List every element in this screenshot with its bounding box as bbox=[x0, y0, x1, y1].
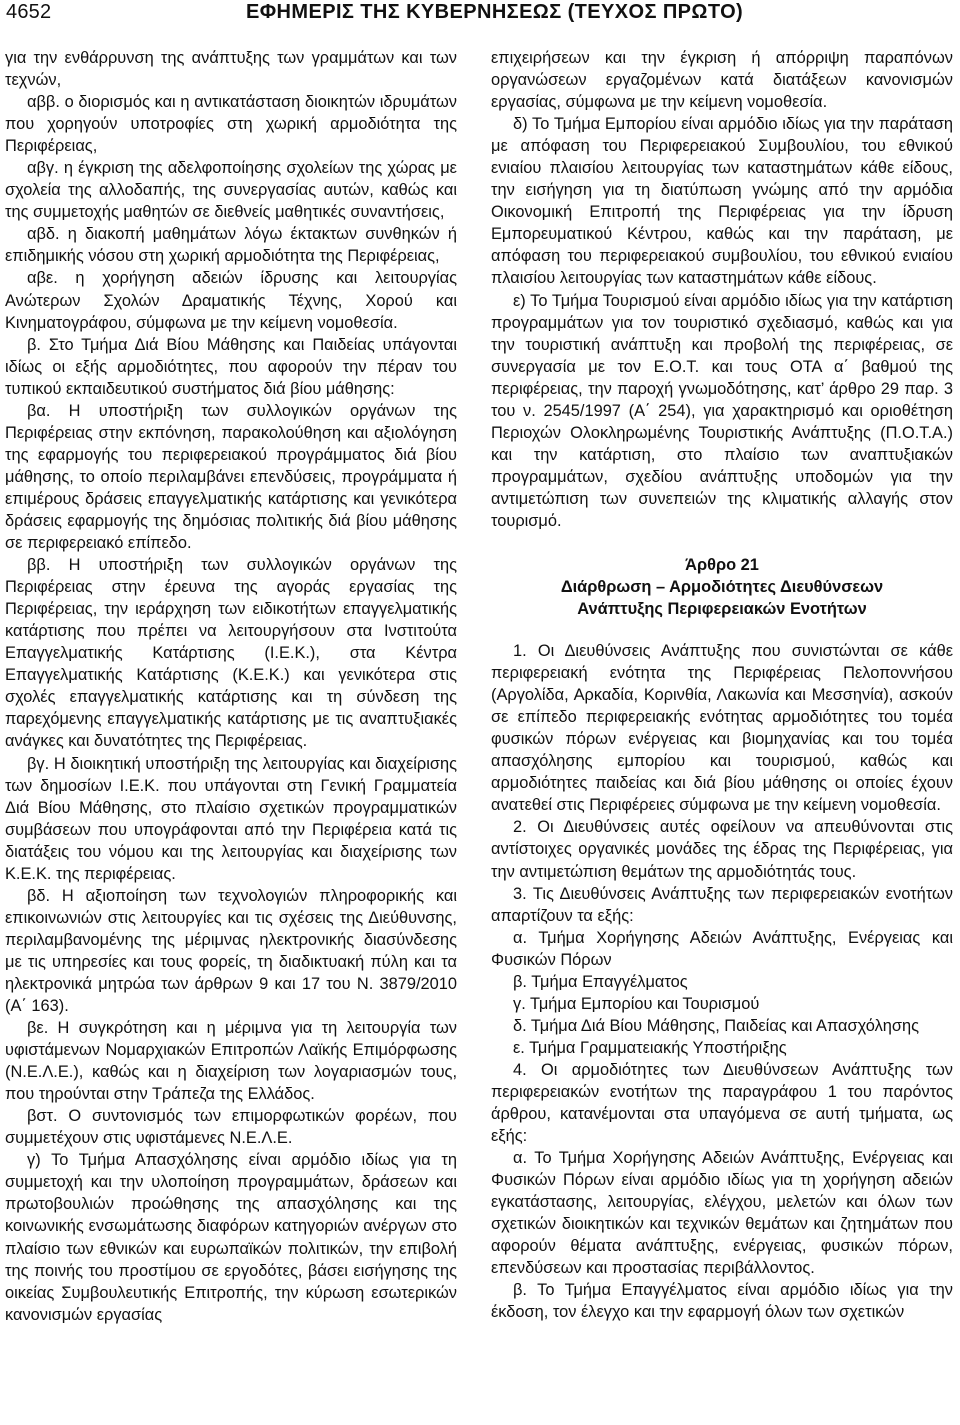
paragraph: επιχειρήσεων και την έγκριση ή απόρριψη παραπόνων οργανώσεων εργαζομένων κατά διατάξεων κανονισμών εργασίας, σύμφωνα με την κείμενη νομοθεσία. bbox=[491, 49, 953, 112]
paragraph: γ. Τμήμα Εμπορίου και Τουρισμού bbox=[513, 994, 760, 1013]
paragraph: ββ. Η υποστήριξη των συλλογικών οργάνων της Περιφέρειας στην έρευνα της αγοράς εργασίας της Περιφέρειας, την ιεράρχηση των ειδικοτήτων επαγγελματικής κατάρτισης που πρέπει να λειτουργήσουν στα Ινστιτούτα Επαγγελματικής Κατάρτισης (Ι.Ε.Κ.), στα Κέντρα Επαγγελματικής Κατάρτισης (Κ.Ε.Κ.) και γενικότερα στις σχολές επαγγελματικής κατάρτισης και τη σύνδεση της παρεχόμενης επαγγελματικής κατάρτισης με τις αναπτυξιακές ανάγκες και δυνατότητες της Περιφέρειας. bbox=[5, 556, 457, 751]
right-column bbox=[491, 47, 953, 1323]
page-header bbox=[0, 0, 960, 30]
paragraph: αβδ. η διακοπή μαθημάτων λόγω έκτακτων συνθηκών ή επιδημικής νόσου στη χωρική αρμοδιότητα της Περιφέρειας, bbox=[5, 225, 457, 266]
paragraph: για την ενθάρρυνση της ανάπτυξης των γραμμάτων και των τεχνών, bbox=[5, 49, 457, 90]
journal-title: ΕΦΗΜΕΡΙΣ ΤΗΣ ΚΥΒΕΡΝΗΣΕΩΣ (ΤΕΥΧΟΣ ΠΡΩΤΟ) bbox=[246, 1, 744, 23]
paragraph: βδ. Η αξιοποίηση των τεχνολογιών πληροφορικής και επικοινωνιών στις λειτουργίες και τις σχέσεις της Διεύθυνσης, περιλαμβανομένης της μέριμνας ηλεκτρονικής διασύνδεσης με τις υπηρεσίες και τους φορείς, τη διαδικτυακή πύλη και τα ηλεκτρονικά μητρώα των άρθρων 9 και 17 του Ν. 3879/2010 (Α΄ 163). bbox=[5, 886, 457, 1016]
page-number: 4652 bbox=[6, 1, 52, 23]
article-title-line-2: Ανάπτυξης Περιφερειακών Ενοτήτων bbox=[577, 600, 867, 619]
paragraph: βα. Η υποστήριξη των συλλογικών οργάνων της Περιφέρειας στην εκπόνηση, παρακολούθηση και αξιολόγηση της εφαρμογής του περιφερειακού προγράμματος διά βίου μάθησης, το οποίο περιλαμβάνει επενδύσεις, προγράμματα ή επιμέρους δράσεις επαγγελματικής κατάρτισης και γενικότερα δράσεις εφαρμογής της δημόσιας πολιτικής διά βίου μάθησης σε περιφερειακό επίπεδο. bbox=[5, 401, 457, 553]
paragraph: 4. Οι αρμοδιότητες των Διευθύνσεων Ανάπτυξης των περιφερειακών ενοτήτων της παραγράφου 1 του παρόντος άρθρου, κατανέμονται στα υπαγόμενα σε αυτή τμήματα, ως εξής: bbox=[491, 1060, 953, 1146]
article-heading bbox=[491, 554, 953, 620]
paragraph: ε) Το Τμήμα Τουρισμού είναι αρμόδιο ιδίως για την κατάρτιση προγραμμάτων για τον τουριστικό σχεδιασμό, καθώς και για την τουριστική ανάπτυξη και προβολή της περιφέρειας, σε συνεργασία με τον Ε.Ο.Τ. και τους ΟΤΑ α΄ βαθμού της περιφέρειας, την παροχή γνωμοδότησης, κατ’ άρθρο 29 παρ. 3 του ν. 2545/1997 (Α΄ 254), για χαρακτηρισμό και οριοθέτηση Περιοχών Ολοκληρωμένης Τουριστικής Ανάπτυξης (Π.Ο.Τ.Α.) και την κατάρτιση, στο πλαίσιο των αναπτυξιακών προγραμμάτων, σχεδίου ανάπτυξης υποδομών για την αντιμετώπιση των συνεπειών της κλιματικής αλλαγής στον τουρισμό. bbox=[491, 291, 953, 530]
paragraph: βστ. Ο συντονισμός των επιμορφωτικών φορέων, που συμμετέχουν στις υφιστάμενες Ν.Ε.Λ.Ε. bbox=[5, 1107, 457, 1148]
paragraph: α. Το Τμήμα Χορήγησης Αδειών Ανάπτυξης, Ενέργειας και Φυσικών Πόρων είναι αρμόδιο ιδίως για τη χορήγηση αδειών εγκατάστασης, λειτουργίας, ελέγχου, μελετών και όλων των σχετικών διοικητικών και τεχνικών θεμάτων και ζητημάτων που αφορούν θέματα ανάπτυξης, ενέργειας, φυσικών πόρων, επενδύσεων και προστασίας περιβάλλοντος. bbox=[491, 1149, 953, 1278]
paragraph: γ) Το Τμήμα Απασχόλησης είναι αρμόδιο ιδίως για τη συμμετοχή και την υλοποίηση προγραμμάτων, δράσεων και πρωτοβουλιών προώθησης της απασχόλησης και της κοινωνικής ενσωμάτωσης διαφόρων κατηγοριών ανέργων στο πλαίσιο των εθνικών και ευρωπαϊκών πολιτικών, την επιβολή της ποινής του προστίμου σε εργοδότες, βάσει εισήγησης της οικείας Συμβουλευτικής Επιτροπής, την κύρωση εσωτερικών κανονισμών εργασίας bbox=[5, 1151, 457, 1324]
right-column-bottom bbox=[491, 640, 953, 1323]
paragraph: βγ. Η διοικητική υποστήριξη της λειτουργίας και διαχείρισης των δημοσίων Ι.Ε.Κ. που υπάγονται στη Γενική Γραμματεία Διά Βίου Μάθησης, στο πλαίσιο σχετικών προγραμματικών συμβάσεων που υπογράφονται από την Περιφέρεια κατά τις διατάξεις του νόμου και της λειτουργίας και διαχείρισης των Κ.Ε.Κ. της περιφέρειας. bbox=[5, 754, 457, 883]
paragraph: αβγ. η έγκριση της αδελφοποίησης σχολείων της χώρας με σχολεία της αλλοδαπής, της συνεργασίας αυτών, καθώς και της συμμετοχής μαθητών σε διεθνείς μαθητικές συναντήσεις, bbox=[5, 159, 457, 222]
paragraph: 3. Τις Διευθύνσεις Ανάπτυξης των περιφερειακών ενοτήτων απαρτίζουν τα εξής: bbox=[491, 884, 953, 925]
paragraph: α. Τμήμα Χορήγησης Αδειών Ανάπτυξης, Ενέργειας και Φυσικών Πόρων bbox=[491, 928, 953, 969]
paragraph: δ. Τμήμα Διά Βίου Μάθησης, Παιδείας και Απασχόλησης bbox=[513, 1016, 920, 1035]
paragraph: αββ. ο διορισμός και η αντικατάσταση διοικητών ιδρυμάτων που χορηγούν υποτροφίες στη χωρική αρμοδιότητα της Περιφέρειας, bbox=[5, 93, 457, 156]
paragraph: ε. Τμήμα Γραμματειακής Υποστήριξης bbox=[513, 1038, 787, 1057]
paragraph: β. Το Τμήμα Επαγγέλματος είναι αρμόδιο ιδίως για την έκδοση, τον έλεγχο και την εφαρμογή όλων των σχετικών bbox=[491, 1281, 953, 1322]
right-column-top bbox=[491, 47, 953, 532]
paragraph: 1. Οι Διευθύνσεις Ανάπτυξης που συνιστώνται σε κάθε περιφερειακή ενότητα της Περιφέρειας Πελοποννήσου (Αργολίδα, Αρκαδία, Κορινθία, Λακωνία και Μεσσηνία), ασκούν σε επίπεδο περιφερειακής ενότητας αρμοδιότητες του τομέα φυσικών πόρων ενέργειας και βιομηχανίας και του τομέα απασχόλησης εμπορίου και τουρισμού, καθώς και αρμοδιότητες παιδείας και διά βίου μάθησης οι οποίες έχουν ανατεθεί στις Περιφέρειες σύμφωνα με την κείμενη νομοθεσία. bbox=[491, 642, 953, 815]
paragraph: 2. Οι Διευθύνσεις αυτές οφείλουν να απευθύνονται στις αντίστοιχες οργανικές μονάδες της έδρας της Περιφέρειας, για την αντιμετώπιση θεμάτων της αρμοδιότητάς τους. bbox=[491, 818, 953, 881]
paragraph: δ) Το Τμήμα Εμπορίου είναι αρμόδιο ιδίως για την παράταση με απόφαση του Περιφερειακού Συμβουλίου, του εθνικού ενιαίου πλαισίου λειτουργίας των καταστημάτων κάθε είδους, την εισήγηση για τη διατύπωση γνώμης από την αρμόδια Οικονομική Επιτροπή της Περιφέρειας για την ίδρυση Εμπορευματικού Κέντρου, καθώς και την παράταση, με απόφαση του περιφερειακού συμβουλίου, του εθνικού ενιαίου πλαισίου λειτουργίας των καταστημάτων κάθε είδους. bbox=[491, 115, 953, 288]
article-number: Άρθρο 21 bbox=[685, 556, 759, 575]
paragraph: β. Τμήμα Επαγγέλματος bbox=[513, 972, 688, 991]
paragraph: βε. Η συγκρότηση και η μέριμνα για τη λειτουργία των υφιστάμενων Νομαρχιακών Επιτροπών Λαϊκής Επιμόρφωσης (Ν.Ε.Λ.Ε.), καθώς και η διαχείριση των λογαριασμών τους, που τηρούνται στην Τράπεζα της Ελλάδος. bbox=[5, 1019, 457, 1104]
article-title-line-1: Διάρθρωση – Αρμοδιότητες Διευθύνσεων bbox=[560, 578, 884, 597]
paragraph: αβε. η χορήγηση αδειών ίδρυσης και λειτουργίας Ανώτερων Σχολών Δραματικής Τέχνης, Χορού και Κινηματογράφου, σύμφωνα με την κείμενη νομοθεσία. bbox=[5, 269, 457, 332]
paragraph: β. Στο Τμήμα Διά Βίου Μάθησης και Παιδείας υπάγονται ιδίως οι εξής αρμοδιότητες, που αφορούν την πέραν του τυπικού εκπαιδευτικού συστήματος διά βίου μάθησης: bbox=[5, 335, 457, 398]
left-column bbox=[5, 47, 457, 1326]
